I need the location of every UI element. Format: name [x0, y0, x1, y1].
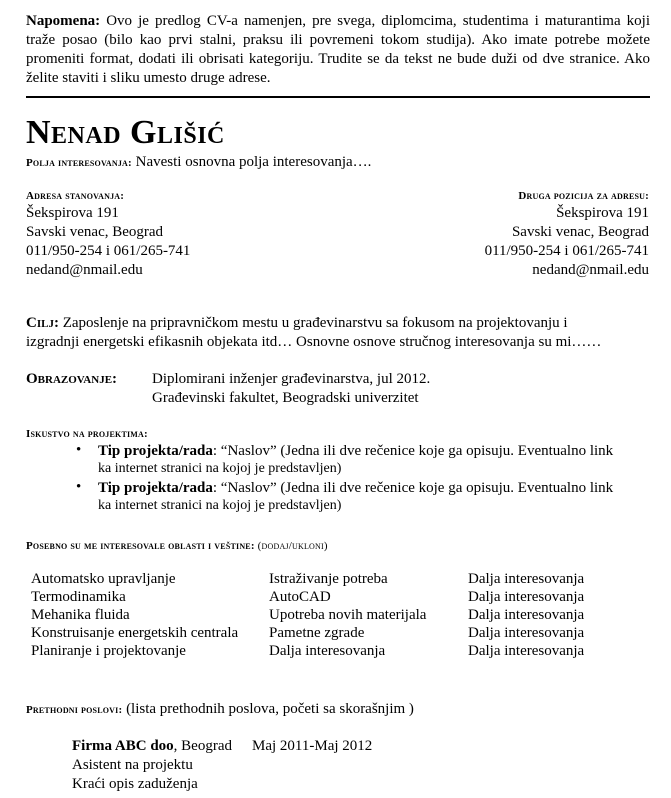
interests-text: Navesti osnovna polja interesovanja….	[131, 154, 372, 170]
previous-city: , Beograd	[173, 738, 232, 754]
table-cell: Istraživanje potreba	[269, 570, 388, 587]
table-row	[31, 606, 584, 624]
table-cell: Konstruisanje energetskih centrala	[31, 624, 239, 641]
goal-label: Cilj:	[26, 315, 59, 331]
note-text: Ovo je predlog CV-a namenjen, pre svega, diplomcima, studentima i maturantima koji traže posao (bilo kao prvi stalni, praksu ili povremeni tokom studija). Ako imate potrebe možete promeniti format, dodati ili obrisati kategoriju. Trudite se da tekst ne bude duži od dve stranice. Ako želite staviti i sliku umesto druge adrese.	[26, 13, 650, 86]
table-cell: Dalja interesovanja	[468, 588, 585, 605]
note-label: Napomena:	[26, 13, 101, 29]
experience-item-link-text: ka internet stranici na kojoj je predstavljen)	[98, 498, 342, 513]
education-section	[26, 370, 117, 389]
person-name: Nenad Glišić	[26, 114, 225, 151]
special-heading	[26, 536, 328, 556]
interests-line	[26, 153, 371, 173]
experience-label-line	[26, 424, 148, 444]
address-left-email[interactable]: nedand@nmail.edu	[26, 262, 143, 278]
table-row	[31, 588, 584, 606]
address-left-phone: 011/950-254 i 061/265-741	[26, 243, 191, 259]
bullet-icon: •	[76, 479, 82, 495]
divider	[26, 96, 650, 98]
address-right-email[interactable]: nedand@nmail.edu	[532, 262, 649, 278]
address-right-street: Šekspirova 191	[556, 205, 649, 221]
table-cell: Mehanika fluida	[31, 606, 130, 623]
interests-label: Polja interesovanja:	[26, 157, 132, 169]
education-line1: Diplomirani inženjer građevinarstva, jul 2012.	[152, 371, 431, 387]
table-cell: AutoCAD	[269, 588, 331, 605]
education-details	[152, 370, 430, 408]
address-right-city: Savski venac, Beograd	[511, 224, 649, 240]
table-cell: Dalja interesovanja	[269, 642, 386, 659]
table-cell: Dalja interesovanja	[468, 642, 585, 659]
experience-item-text: : “Naslov” (Jedna ili dve rečenice koje ga opisuju. Eventualno link	[212, 480, 614, 496]
address-right-label: Druga pozicija za adresu:	[518, 190, 649, 202]
table-cell: Dalja interesovanja	[468, 606, 585, 623]
table-cell: Upotreba novih materijala	[269, 606, 427, 623]
bullet-icon: •	[76, 442, 82, 458]
special-hint: (dodaj/ukloni)	[254, 540, 328, 552]
experience-item-link-text: ka internet stranici na kojoj je predstavljen)	[98, 461, 342, 476]
previous-heading	[26, 700, 414, 720]
previous-role: Asistent na projektu	[72, 757, 193, 773]
table-cell: Dalja interesovanja	[468, 570, 585, 587]
previous-job	[72, 737, 372, 794]
note-paragraph	[26, 12, 650, 88]
experience-item-type: Tip projekta/rada	[98, 480, 213, 496]
previous-desc: Kraći opis zaduženja	[72, 776, 198, 792]
address-left-street: Šekspirova 191	[26, 205, 119, 221]
goal-line2: izgradnji energetski efikasnih objekata itd… Osnovne osnove stručnog interesovanja su mi……	[26, 334, 602, 350]
education-line2: Građevinski fakultet, Beogradski univerzitet	[152, 390, 419, 406]
previous-hint: (lista prethodnih poslova, početi sa skorašnjim )	[122, 701, 414, 717]
address-left-label: Adresa stanovanja:	[26, 190, 125, 202]
skills-table	[31, 570, 584, 660]
table-cell: Pametne zgrade	[269, 624, 365, 641]
experience-label: Iskustvo na projektima:	[26, 428, 148, 440]
address-left-city: Savski venac, Beograd	[26, 224, 164, 240]
special-label: Posebno su me interesovale oblasti i veštine:	[26, 540, 255, 552]
experience-item-type: Tip projekta/rada	[98, 443, 213, 459]
address-right-phone: 011/950-254 i 061/265-741	[484, 243, 649, 259]
table-row	[31, 624, 584, 642]
previous-label: Prethodni poslovi:	[26, 704, 123, 716]
previous-period: Maj 2011-Maj 2012	[252, 738, 373, 754]
experience-item-text: : “Naslov” (Jedna ili dve rečenice koje ga opisuju. Eventualno link	[212, 443, 614, 459]
previous-company: Firma ABC doo	[72, 738, 174, 754]
education-label: Obrazovanje:	[26, 371, 118, 387]
table-cell: Planiranje i projektovanje	[31, 642, 186, 659]
table-cell: Automatsko upravljanje	[31, 570, 176, 587]
goal-line1: Zaposlenje na pripravničkom mestu u građevinarstvu sa fokusom na projektovanju i	[58, 315, 568, 331]
table-row	[31, 642, 584, 660]
table-cell: Termodinamika	[31, 588, 126, 605]
table-row	[31, 570, 584, 588]
table-cell: Dalja interesovanja	[468, 624, 585, 641]
goal-section	[26, 314, 601, 352]
address-right	[485, 189, 649, 280]
address-left	[26, 189, 190, 280]
